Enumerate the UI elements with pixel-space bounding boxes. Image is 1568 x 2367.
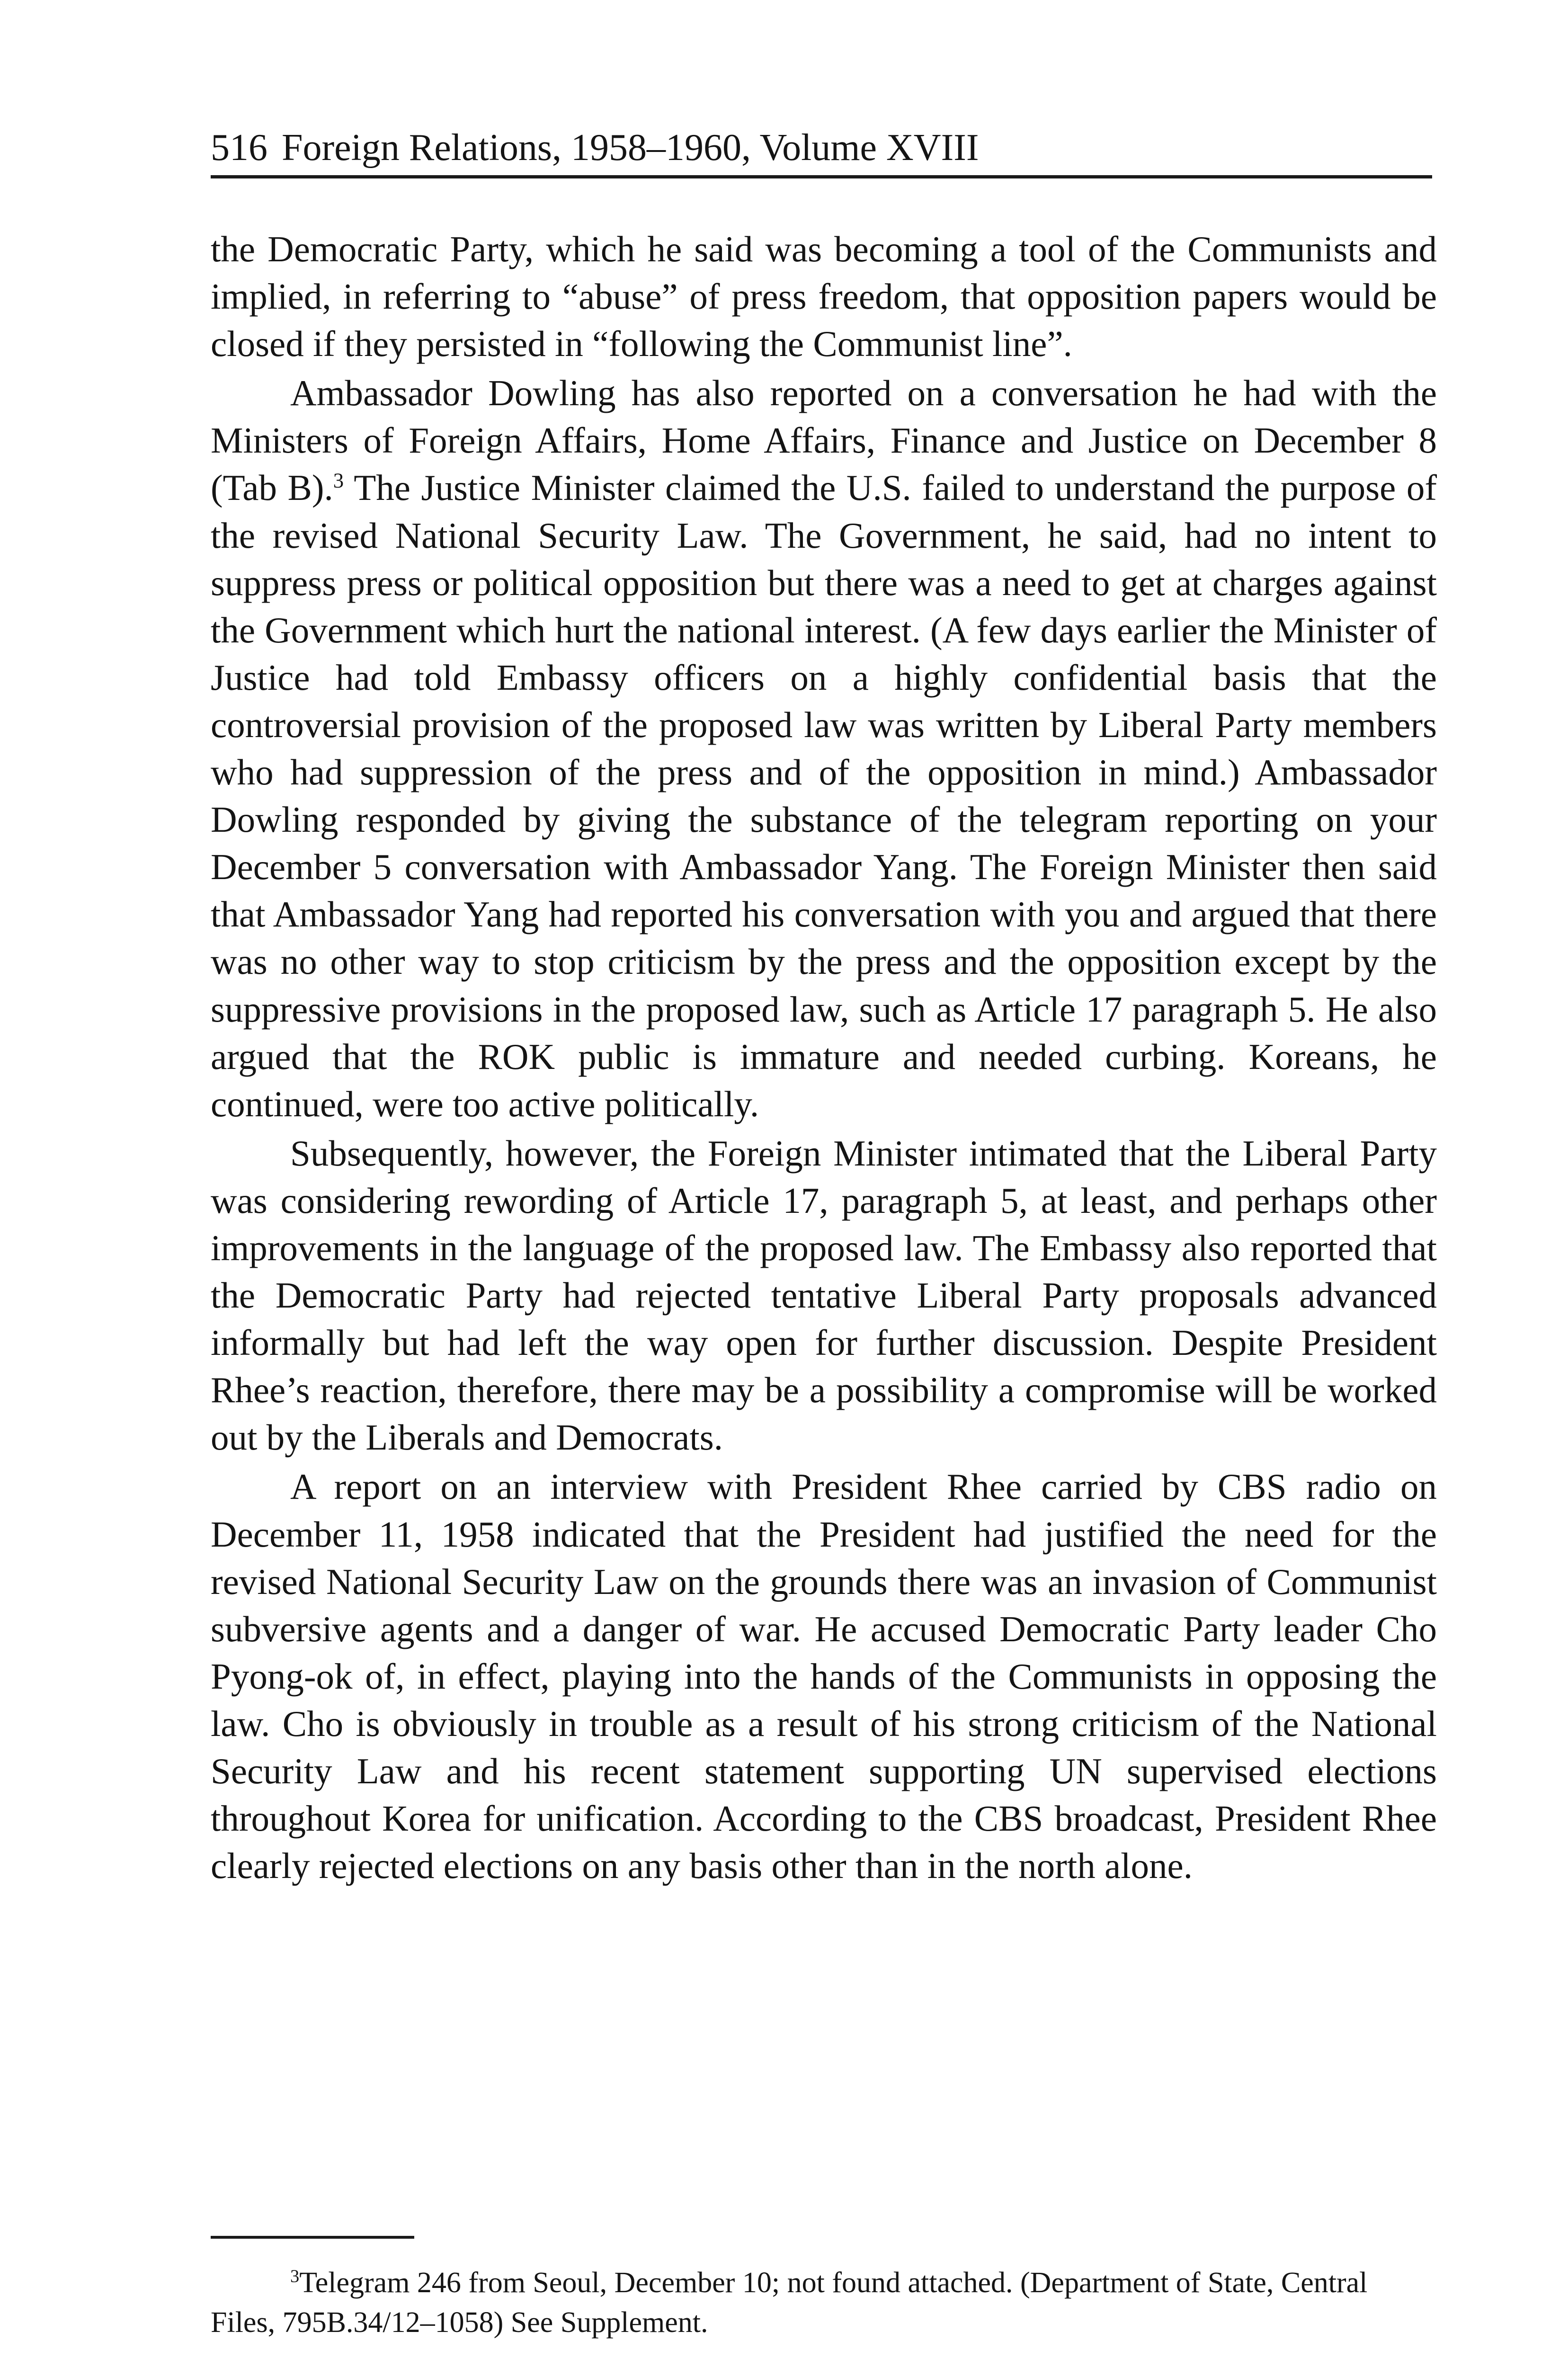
paragraph-3: Subsequently, however, the Foreign Minister intimated that the Liberal Party was considering rewording of Article 17, paragraph 5, at least, and perhaps other improvements in the language of the proposed law. The Embassy also reported that the Democratic Party had rejected tentative Liberal Party proposals advanced informally but had left the way open for further discussion. Despite President Rhee’s reaction, therefore, there may be a possibility a compromise will be worked out by the Liberals and Democrats.: [211, 1132, 1437, 1458]
paragraph-2: [211, 369, 1437, 1128]
paragraph-4: A report on an interview with President Rhee carried by CBS radio on December 11, 1958 indicated that the President had justified the need for the revised National Security Law on the grounds there was an invasion of Communist subversive agents and a danger of war. He accused Democratic Party leader Cho Pyong-ok of, in effect, playing into the hands of the Communists in opposing the law. Cho is obviously in trouble as a result of his strong criticism of the National Security Law and his recent statement supporting UN supervised elections throughout Korea for unification. According to the CBS broadcast, President Rhee clearly rejected elections on any basis other than in the north alone.: [211, 1466, 1437, 1886]
footnote-number: 3: [290, 2266, 300, 2287]
document-page: [211, 0, 1444, 2367]
volume-title: Foreign Relations, 1958–1960, Volume XVIII: [282, 127, 979, 169]
footnote-rule: [211, 2236, 414, 2239]
paragraph-2-text-a: Ambassador Dowling has also reported on a conversation he had with the Ministers of Foreign Affairs, Home Affairs, Finance and Justice on December 8 (Tab B).: [211, 373, 1437, 508]
footnote-reference[interactable]: 3: [333, 468, 344, 492]
running-head: [211, 124, 1444, 171]
header-rule: [211, 175, 1432, 178]
body-text: [211, 225, 1437, 1889]
paragraph-2-text-b: The Justice Minister claimed the U.S. failed to understand the purpose of the revised National Security Law. The Government, he said, had no intent to suppress press or political opposition but there was a need to get at charges against the Government which hurt the national interest. (A few days earlier the Minister of Justice had told Embassy officers on a highly confidential basis that the controversial provision of the proposed law was written by Liberal Party members who had suppression of the press and of the opposition in mind.) Ambassador Dowling responded by giving the substance of the telegram reporting on your December 5 conversation with Ambassador Yang. The Foreign Minister then said that Ambassador Yang had reported his conversation with you and argued that there was no other way to stop criticism by the press and the opposition except by the suppressive provisions in the proposed law, such as Article 17 paragraph 5. He also argued that the ROK public is immature and needed curbing. Koreans, he continued, were too active politically.: [211, 467, 1437, 1124]
footnote-text: Telegram 246 from Seoul, December 10; not found attached. (Department of State, Central Files, 795B.34/12–1058) See Supplement.: [211, 2267, 1368, 2339]
page-number: 516: [211, 127, 267, 169]
footnote: [211, 2263, 1437, 2342]
paragraph-1: the Democratic Party, which he said was becoming a tool of the Communists and implied, in referring to “abuse” of press freedom, that opposition papers would be closed if they persisted in “following the Communist line”.: [211, 229, 1437, 365]
